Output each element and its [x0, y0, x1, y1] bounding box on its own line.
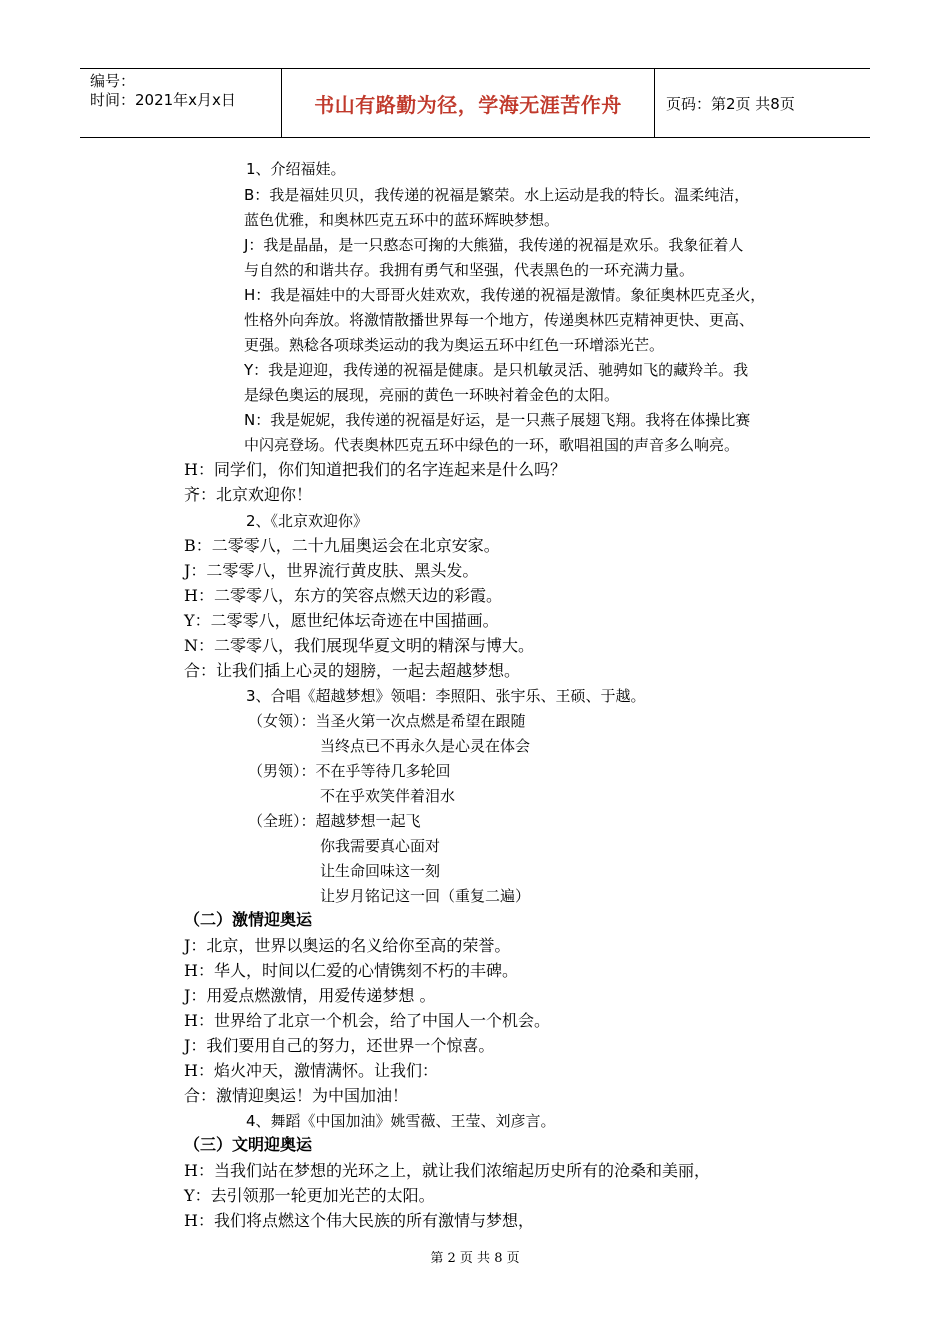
text-line: J：北京，世界以奥运的名义给你至高的荣誉。 [184, 936, 511, 955]
section-item: 3、合唱《超越梦想》领唱：李照阳、张宇乐、王硕、于越。 [246, 687, 646, 705]
text-line: 合：激情迎奥运！为中国加油！ [184, 1086, 409, 1105]
text-line: 1、介绍福娃。 [246, 160, 346, 178]
text-line: Y：我是迎迎，我传递的祝福是健康。是只机敏灵活、驰骋如飞的藏羚羊。我 [244, 361, 749, 379]
text-line: 蓝色优雅，和奥林匹克五环中的蓝环辉映梦想。 [244, 211, 560, 229]
lyric-line: （女领）：当圣火第一次点燃是希望在跟随 [248, 712, 526, 730]
text-line: H：我们将点燃这个伟大民族的所有激情与梦想， [184, 1211, 534, 1230]
header-motto: 书山有路勤为径，学海无涯苦作舟 [282, 69, 655, 137]
doc-date-label: 时间：2021年x月x日 [90, 91, 236, 109]
text-line: 合：让我们插上心灵的翅膀，一起去超越梦想。 [184, 661, 521, 680]
lyric-line: （全班）：超越梦想一起飞 [248, 812, 421, 830]
text-line: J：二零零八，世界流行黄皮肤、黑头发。 [184, 561, 479, 580]
lyric-line: 不在乎欢笑伴着泪水 [320, 787, 456, 805]
text-line: H：同学们，你们知道把我们的名字连起来是什么吗？ [184, 460, 566, 479]
text-line: B：二零零八，二十九届奥运会在北京安家。 [184, 536, 500, 555]
section-heading: （三）文明迎奥运 [184, 1135, 313, 1154]
page-footer: 第 2 页 共 8 页 [430, 1251, 520, 1266]
text-line: N：二零零八，我们展现华夏文明的精深与博大。 [184, 636, 535, 655]
text-line: H：当我们站在梦想的光环之上，就让我们浓缩起历史所有的沧桑和美丽， [184, 1161, 710, 1180]
text-line: B：我是福娃贝贝，我传递的祝福是繁荣。水上运动是我的特长。温柔纯洁， [244, 186, 750, 204]
text-line: 中闪亮登场。代表奥林匹克五环中绿色的一环，歌唱祖国的声音多么响亮。 [244, 436, 740, 454]
text-line: J：我是晶晶，是一只憨态可掬的大熊猫，我传递的祝福是欢乐。我象征着人 [244, 236, 744, 254]
text-line: Y：去引领那一轮更加光芒的太阳。 [184, 1186, 435, 1205]
text-line: J：我们要用自己的努力，还世界一个惊喜。 [184, 1036, 495, 1055]
text-line: H：焰火冲天，激情满怀。让我们： [184, 1061, 438, 1080]
text-line: 性格外向奔放。将激情散播世界每一个地方，传递奥林匹克精神更快、更高、 [244, 311, 755, 329]
text-line: 齐：北京欢迎你！ [184, 485, 313, 504]
text-line: 与自然的和谐共存。我拥有勇气和坚强，代表黑色的一环充满力量。 [244, 261, 695, 279]
text-line: J：用爱点燃激情，用爱传递梦想 。 [184, 986, 436, 1005]
text-line: H：世界给了北京一个机会，给了中国人一个机会。 [184, 1011, 550, 1030]
section-item: 2、《北京欢迎你》 [246, 512, 369, 530]
lyric-line: 你我需要真心面对 [320, 837, 441, 855]
text-line: H：华人，时间以仁爱的心情镌刻不朽的丰碑。 [184, 961, 518, 980]
text-line: H：我是福娃中的大哥哥火娃欢欢，我传递的祝福是激情。象征奥林匹克圣火， [244, 286, 766, 304]
text-line: Y：二零零八，愿世纪体坛奇迹在中国描画。 [184, 611, 499, 630]
text-line: 更强。熟稔各项球类运动的我为奥运五环中红色一环增添光芒。 [244, 336, 665, 354]
section-heading: （二）激情迎奥运 [184, 910, 313, 929]
lyric-line: 当终点已不再永久是心灵在体会 [320, 737, 531, 755]
lyric-line: （男领）：不在乎等待几多轮回 [248, 762, 451, 780]
header-page-number: 页码：第2页 共8页 [666, 94, 795, 113]
page-header [80, 68, 870, 138]
text-line: 是绿色奥运的展现，亮丽的黄色一环映衬着金色的太阳。 [244, 386, 620, 404]
doc-number-label: 编号： [90, 72, 136, 90]
section-item: 4、舞蹈《中国加油》姚雪薇、王莹、刘彦言。 [246, 1112, 556, 1130]
header-meta [80, 69, 282, 137]
lyric-line: 让生命回味这一刻 [320, 862, 441, 880]
lyric-line: 让岁月铭记这一回（重复二遍） [320, 887, 531, 905]
text-line: N：我是妮妮，我传递的祝福是好运，是一只燕子展翅飞翔。我将在体操比赛 [244, 411, 751, 429]
text-line: H：二零零八，东方的笑容点燃天边的彩霞。 [184, 586, 502, 605]
